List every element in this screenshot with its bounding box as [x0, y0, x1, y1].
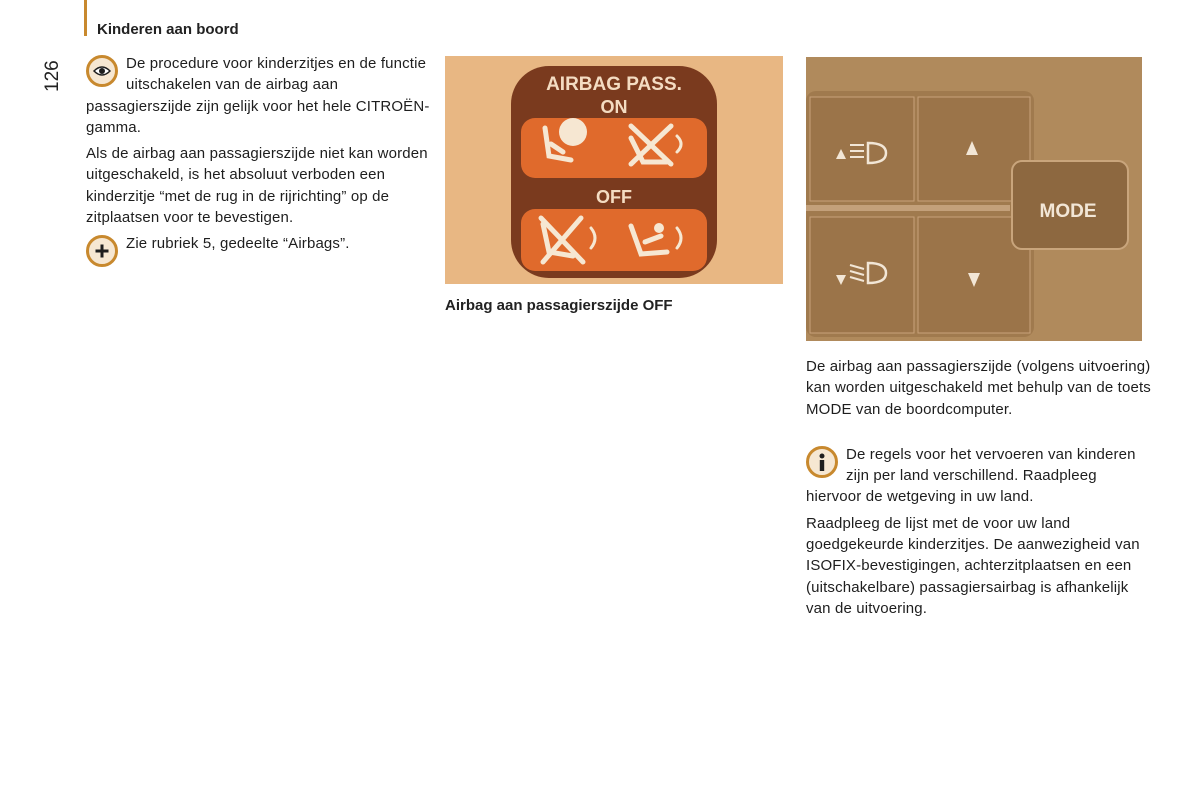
- plus-icon: [86, 235, 118, 267]
- right-column: [806, 356, 1151, 624]
- list-paragraph: Raadpleeg de lijst met de voor uw land goedgekeurde kinderzitjes. De aanwezigheid van ISOFIX-bevestigingen, achterzitplaatsen en een (uitschakelbare) passagiersairbag is afhankelijk van de uitvoering.: [806, 514, 1140, 617]
- rules-paragraph: De regels voor het vervoeren van kinderen zijn per land verschillend. Raadpleeg hiervoor de wetgeving in uw land.: [806, 445, 1136, 506]
- mode-button-figure: [806, 57, 1142, 341]
- off-label: OFF: [596, 187, 632, 207]
- mode-label: MODE: [1039, 201, 1097, 222]
- page-number: 126: [42, 60, 63, 92]
- dashboard-console-illustration: [806, 57, 1142, 341]
- on-label: ON: [600, 97, 628, 117]
- info-icon: [806, 446, 838, 478]
- section-bar: [84, 0, 87, 36]
- eye-icon: [86, 55, 118, 87]
- warning-paragraph: Als de airbag aan passagierszijde niet kan worden uitgeschakeld, is het absoluut verboden een kinderzitje “met de rug in de rijrichting” op de zitplaatsen voor te bevestigen.: [86, 145, 428, 227]
- airbag-indicator-figure: [445, 56, 783, 284]
- airbag-indicator-illustration: [445, 56, 783, 284]
- panel-title-label: AIRBAG PASS.: [546, 74, 682, 95]
- section-title: Kinderen aan boord: [97, 21, 239, 38]
- mode-paragraph: De airbag aan passagierszijde (volgens uitvoering) kan worden uitgeschakeld met behulp van de toets MODE van de boordcomputer.: [806, 358, 1151, 418]
- info-note: [806, 444, 1151, 619]
- figure1-caption: Airbag aan passagierszijde OFF: [445, 297, 673, 314]
- reference-paragraph: Zie rubriek 5, gedeelte “Airbags”.: [86, 233, 431, 254]
- procedure-paragraph: De procedure voor kinderzitjes en de functie uitschakelen van de airbag aan passagierszijde zijn gelijk voor het hele CITROËN-gamma.: [86, 55, 430, 136]
- left-column: [86, 53, 431, 269]
